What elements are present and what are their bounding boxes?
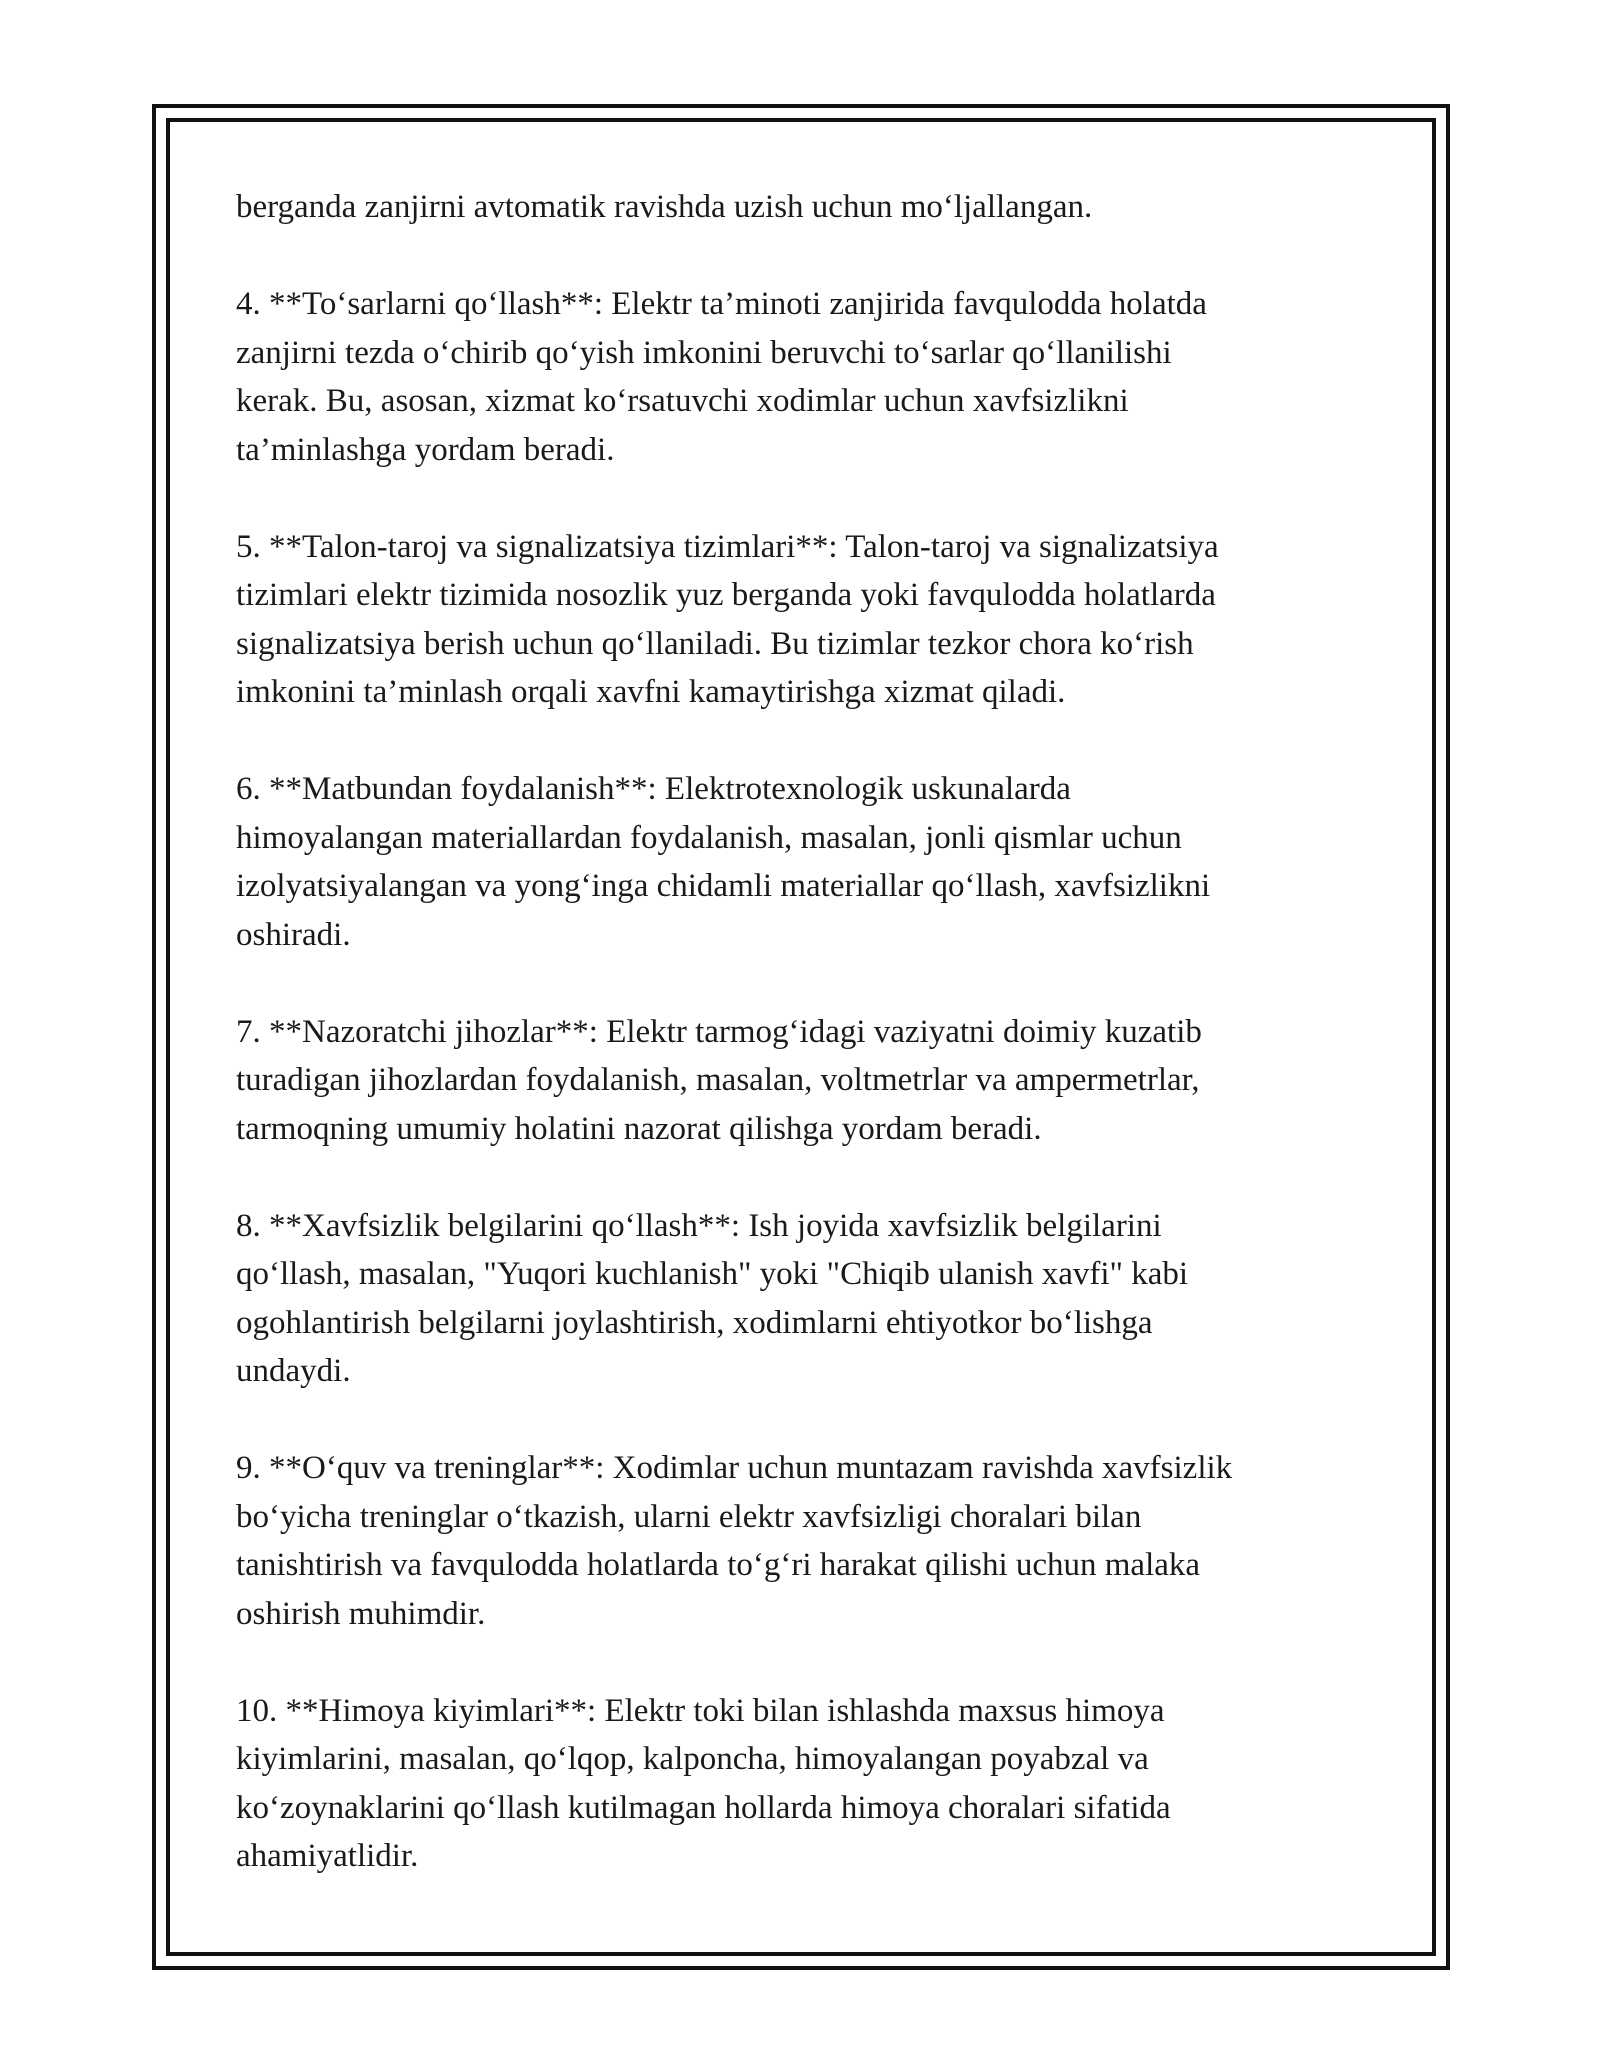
- paragraph-item-5: [236, 523, 1366, 717]
- text-line: 8. **Xavfsizlik belgilarini qo‘llash**: Ish joyida xavfsizlik belgilarini: [236, 1207, 1162, 1244]
- text-line: 7. **Nazoratchi jihozlar**: Elektr tarmog‘idagi vaziyatni doimiy kuzatib: [236, 1013, 1202, 1050]
- text-line: izolyatsiyalangan va yong‘inga chidamli materiallar qo‘llash, xavfsizlikni: [236, 868, 1211, 904]
- text-line: turadigan jihozlardan foydalanish, masalan, voltmetrlar va ampermetrlar,: [236, 1062, 1200, 1098]
- text-line: imkonini ta’minlash orqali xavfni kamaytirishga xizmat qiladi.: [236, 674, 1066, 710]
- text-line: ta’minlashga yordam beradi.: [236, 431, 615, 468]
- paragraph-item-7: [236, 1008, 1366, 1154]
- paragraph-item-4: [236, 280, 1366, 474]
- text-line: zanjirni tezda o‘chirib qo‘yish imkonini beruvchi to‘sarlar qo‘llanilishi: [236, 334, 1172, 371]
- paragraph-item-9: [236, 1444, 1366, 1638]
- text-line: ogohlantirish belgilarni joylashtirish, xodimlarni ehtiyotkor bo‘lishga: [236, 1304, 1153, 1341]
- text-line: signalizatsiya berish uchun qo‘llaniladi. Bu tizimlar tezkor chora ko‘rish: [236, 625, 1194, 662]
- text-line: bo‘yicha treninglar o‘tkazish, ularni elektr xavfsizligi choralari bilan: [236, 1498, 1142, 1535]
- text-line: 9. **O‘quv va treninglar**: Xodimlar uchun muntazam ravishda xavfsizlik: [236, 1450, 1233, 1486]
- paragraph-item-10: [236, 1687, 1366, 1881]
- text-line: tanishtirish va favqulodda holatlarda to‘g‘ri harakat qilishi uchun malaka: [236, 1547, 1201, 1583]
- text-line: berganda zanjirni avtomatik ravishda uzish uchun mo‘ljallangan.: [236, 189, 1093, 225]
- text-line: tarmoqning umumiy holatini nazorat qilishga yordam beradi.: [236, 1110, 1042, 1147]
- text-line: tizimlari elektr tizimida nosozlik yuz berganda yoki favqulodda holatlarda: [236, 577, 1216, 613]
- text-line: himoyalangan materiallardan foydalanish, masalan, jonli qismlar uchun: [236, 819, 1182, 856]
- text-line: kiyimlarini, masalan, qo‘lqop, kalponcha, himoyalangan poyabzal va: [236, 1741, 1149, 1777]
- text-line: oshiradi.: [236, 916, 351, 953]
- text-line: kerak. Bu, asosan, xizmat ko‘rsatuvchi xodimlar uchun xavfsizlikni: [236, 383, 1129, 419]
- text-line: 6. **Matbundan foydalanish**: Elektrotexnologik uskunalarda: [236, 771, 1071, 807]
- text-line: 5. **Talon-taroj va signalizatsiya tizimlari**: Talon-taroj va signalizatsiya: [236, 528, 1219, 565]
- text-line: ko‘zoynaklarini qo‘llash kutilmagan hollarda himoya choralari sifatida: [236, 1789, 1171, 1826]
- document-body: [236, 183, 1366, 1929]
- text-line: ahamiyatlidir.: [236, 1838, 419, 1874]
- paragraph-continuation: [236, 183, 1366, 232]
- text-line: undaydi.: [236, 1353, 351, 1389]
- text-line: 4. **To‘sarlarni qo‘llash**: Elektr ta’minoti zanjirida favqulodda holatda: [236, 286, 1207, 322]
- text-line: oshirish muhimdir.: [236, 1595, 486, 1632]
- text-line: qo‘llash, masalan, "Yuqori kuchlanish" yoki "Chiqib ulanish xavfi" kabi: [236, 1256, 1189, 1292]
- paragraph-item-8: [236, 1202, 1366, 1396]
- text-line: 10. **Himoya kiyimlari**: Elektr toki bilan ishlashda maxsus himoya: [236, 1692, 1165, 1729]
- paragraph-item-6: [236, 765, 1366, 959]
